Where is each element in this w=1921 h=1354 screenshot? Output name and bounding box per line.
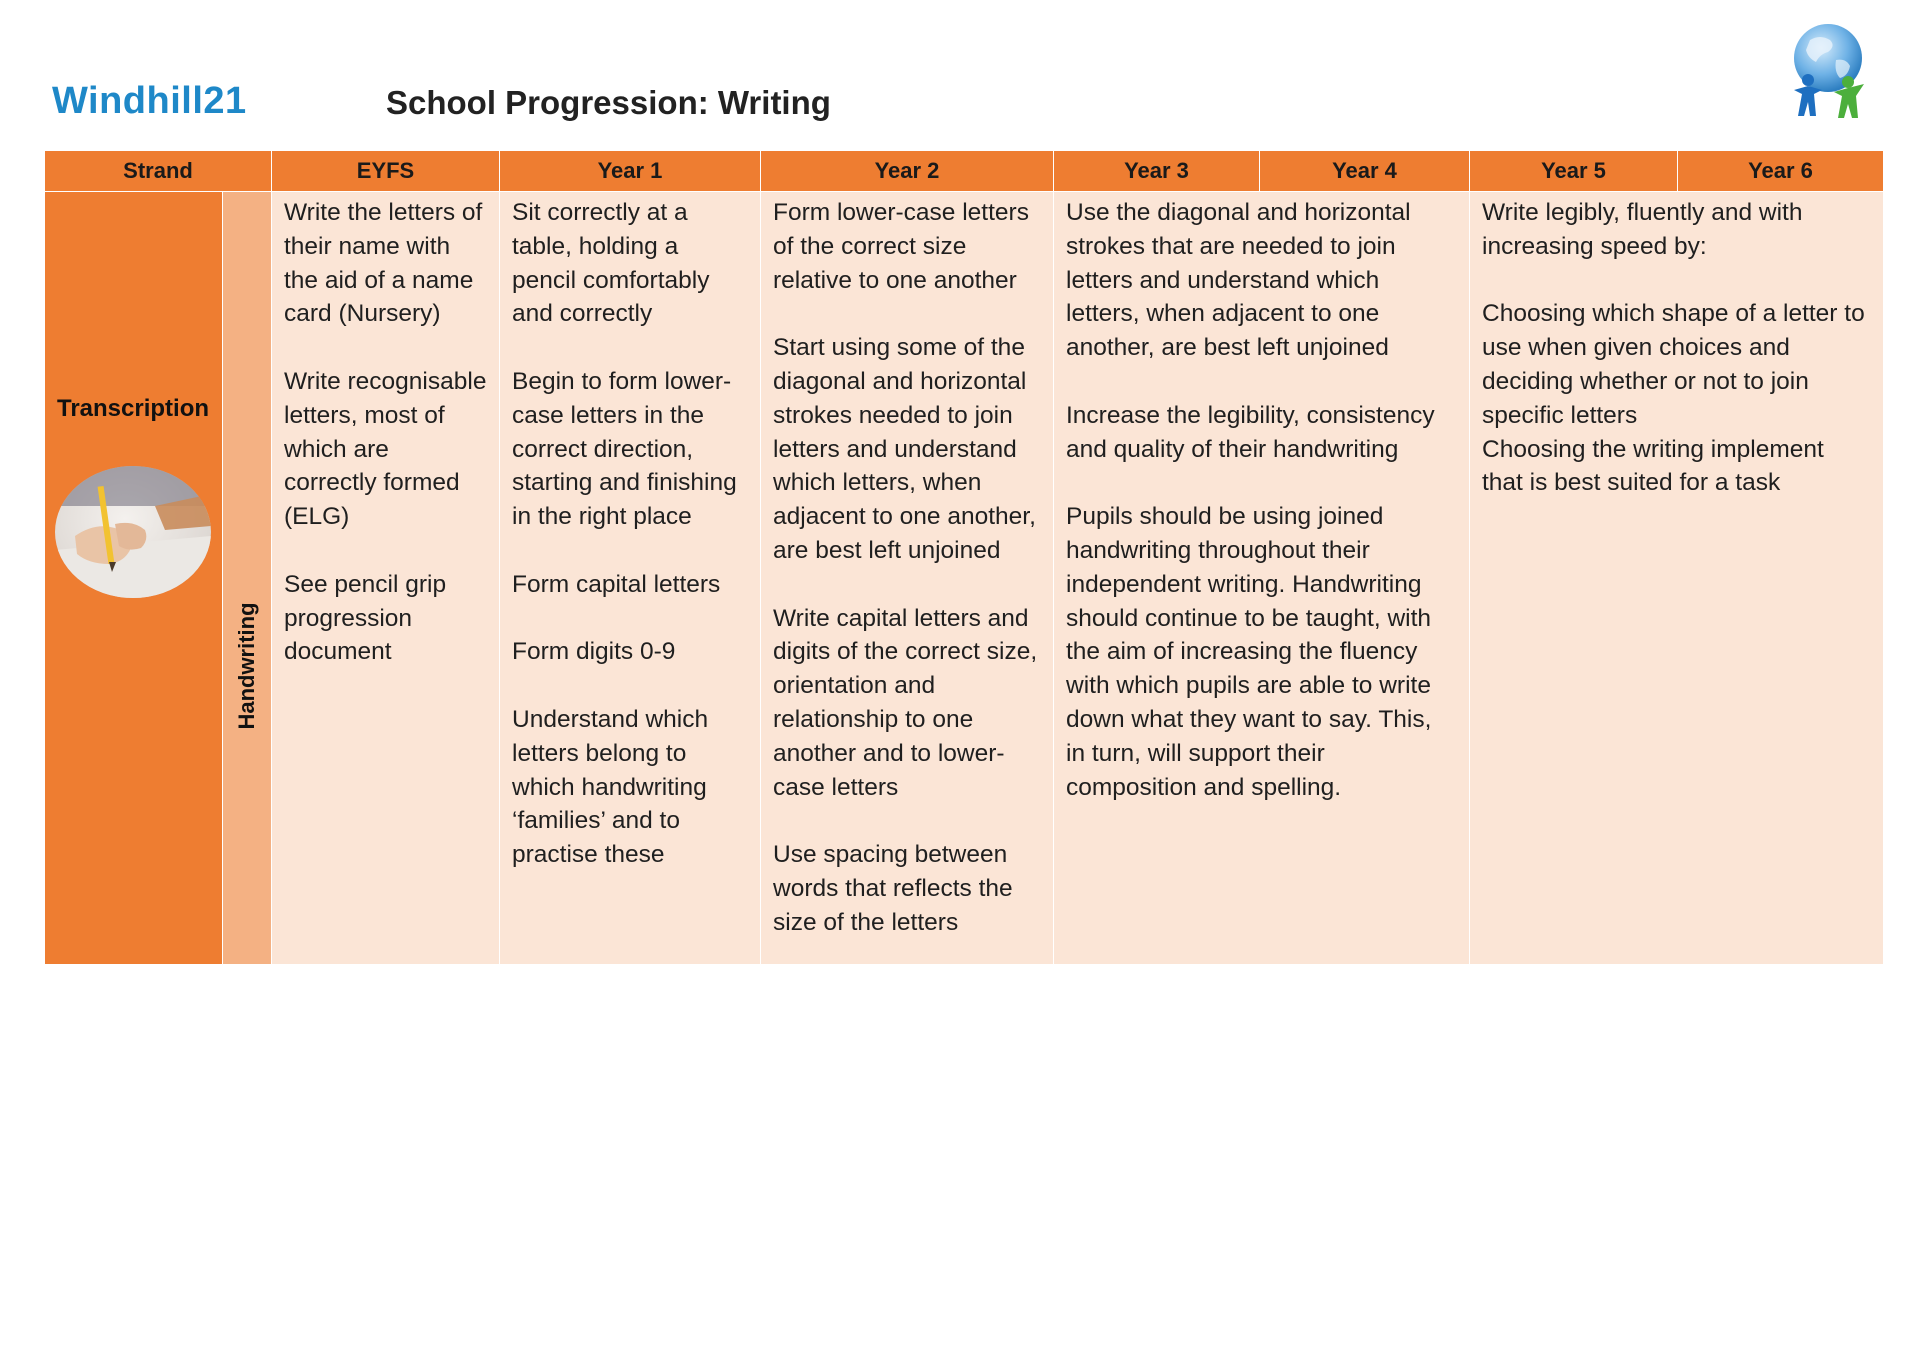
header-year3: Year 3	[1054, 151, 1260, 192]
header-year1: Year 1	[500, 151, 761, 192]
header-eyfs: EYFS	[272, 151, 500, 192]
header-year6: Year 6	[1678, 151, 1884, 192]
year1-objective: Form capital letters	[512, 570, 721, 598]
hand-writing-pencil-photo	[55, 466, 211, 598]
year1-objective: Form digits 0-9	[512, 638, 676, 666]
cell-year1	[500, 192, 761, 965]
strand-label: Transcription	[57, 395, 210, 422]
year1-objective: Sit correctly at a table, holding a pencil comfortably and correctly	[512, 199, 710, 328]
cell-eyfs	[272, 192, 500, 965]
brand-name: Windhill21	[52, 80, 247, 122]
header-year2: Year 2	[761, 151, 1054, 192]
substrand-label: Handwriting	[234, 602, 260, 730]
cell-year2	[761, 192, 1054, 965]
header-strand: Strand	[45, 151, 272, 192]
document-title: School Progression: Writing	[386, 84, 831, 121]
globe-children-logo-icon	[1780, 20, 1876, 122]
eyfs-objective: Write the letters of their name with the aid of a name card (Nursery)	[284, 199, 483, 328]
year1-objective: Understand which letters belong to which handwriting ‘families’ and to practise these	[512, 705, 709, 869]
cell-year3-4	[1054, 192, 1470, 965]
year5-6-objective: Write legibly, fluently and with increasing speed by:	[1482, 199, 1803, 260]
progression-table	[44, 150, 1884, 965]
year3-4-objective: Use the diagonal and horizontal strokes that are needed to join letters and understand which letters, when adjacent to one another, are best left unjoined	[1066, 199, 1411, 362]
header-row	[45, 151, 1884, 192]
year3-4-objective: Increase the legibility, consistency and quality of their handwriting	[1066, 401, 1435, 463]
header-year5: Year 5	[1470, 151, 1678, 192]
strand-cell	[45, 192, 223, 965]
substrand-cell	[223, 192, 272, 965]
year2-objective: Form lower-case letters of the correct size relative to one another	[773, 199, 1029, 294]
handwriting-row	[45, 192, 1884, 965]
eyfs-objective: See pencil grip progression document	[284, 570, 447, 666]
year5-6-objective: Choosing which shape of a letter to use when given choices and deciding whether or not to join specific letters	[1482, 300, 1865, 429]
year5-6-objective: Choosing the writing implement that is best suited for a task	[1482, 435, 1824, 497]
eyfs-objective: Write recognisable letters, most of which are correctly formed (ELG)	[284, 367, 487, 531]
year3-4-objective: Pupils should be using joined handwriting throughout their independent writing. Handwriting should continue to be taught, with the aim of increasing the fluency with which pupils are able to write down what they want to say. This, in turn, will support their composition and spelling.	[1066, 503, 1432, 801]
year1-objective: Begin to form lower-case letters in the correct direction, starting and finishing in the right place	[512, 367, 737, 531]
header-year4: Year 4	[1260, 151, 1470, 192]
year2-objective: Start using some of the diagonal and horizontal strokes needed to join letters and understand which letters, when adjacent to one another, are best left unjoined	[773, 334, 1036, 564]
cell-year5-6	[1470, 192, 1884, 965]
year2-objective: Write capital letters and digits of the correct size, orientation and relationship to one another and to lower-case letters	[773, 604, 1038, 801]
year2-objective: Use spacing between words that reflects the size of the letters	[773, 841, 1013, 936]
